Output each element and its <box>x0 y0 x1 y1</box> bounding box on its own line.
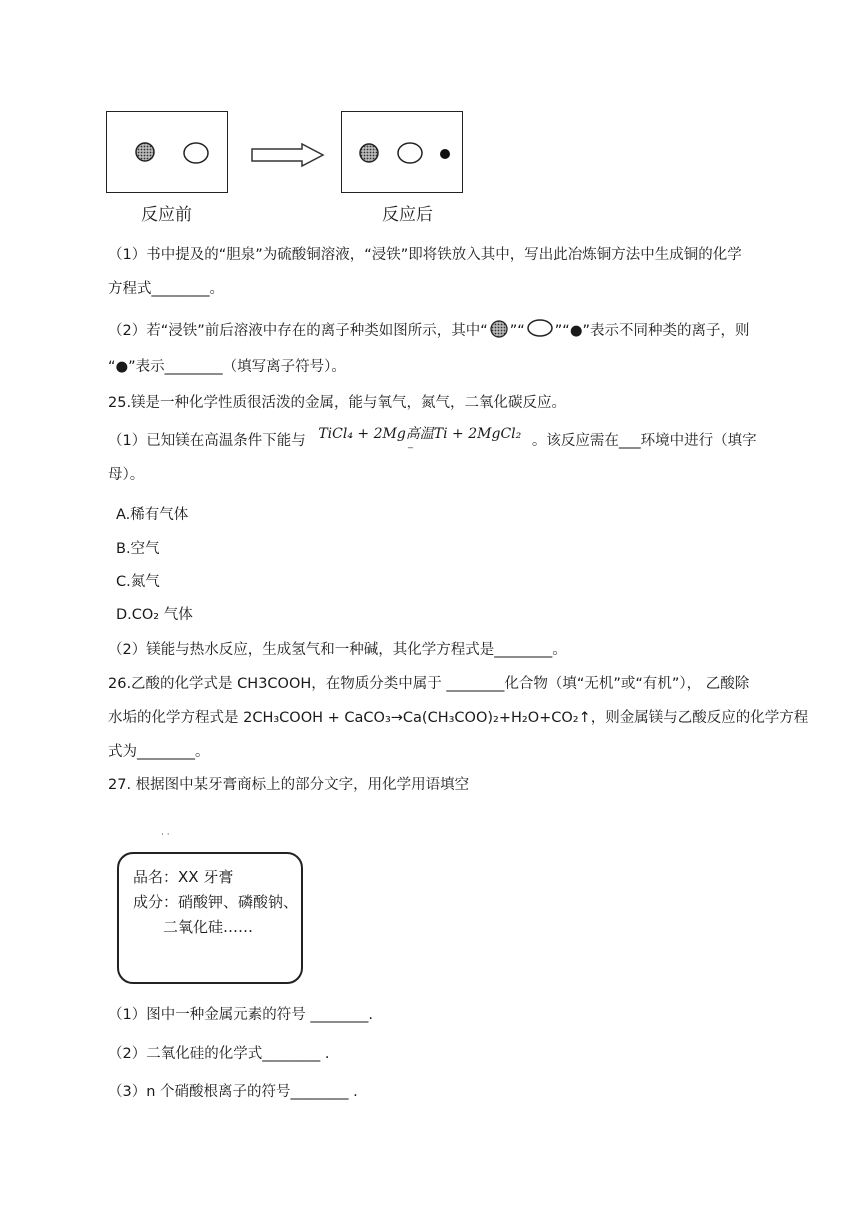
q25-part2: （2）镁能与热水反应，生成氢气和一种碱，其化学方程式是________。 <box>108 642 567 658</box>
q25-equation: TiCl₄ + 2Mg高温Ti + 2MgCl₂ <box>318 426 522 442</box>
caption-after: 反应后 <box>382 205 433 225</box>
q25-option-c: C.氮气 <box>116 574 160 590</box>
q25-part1-line2: 母）。 <box>108 467 145 483</box>
q25-part1-text-b: 。该反应需在___环境中进行（填字 <box>531 433 757 449</box>
q24-part2-text-b: ”“ <box>509 323 525 339</box>
q25-equation-mark: ‾ <box>408 447 413 458</box>
q25-option-b: B.空气 <box>116 541 160 557</box>
q24-part2-line1 <box>108 318 749 341</box>
q27-stem: 27. 根据图中某牙膏商标上的部分文字，用化学用语填空 <box>108 777 470 793</box>
toothpaste-label-card <box>117 852 303 984</box>
before-ions-icon <box>107 112 227 192</box>
after-ions-icon <box>342 112 462 192</box>
card-line-name: 品名：XX 牙膏 <box>133 868 234 886</box>
q24-part2-text-a: （2）若“浸铁”前后溶液中存在的离子种类如图所示，其中“ <box>108 323 488 339</box>
q25-option-a: A.稀有气体 <box>116 507 189 523</box>
caption-before: 反应前 <box>141 205 192 225</box>
after-reaction-box <box>341 111 463 193</box>
q27-sub1: （1）图中一种金属元素的符号 ________. <box>108 1007 373 1023</box>
q26-line3: 式为________。 <box>108 744 210 760</box>
q25-part1-line1 <box>108 426 757 451</box>
q24-part1-line1: （1）书中提及的“胆泉”为硫酸铜溶液，“浸铁”即将铁放入其中，写出此冶炼铜方法中生成铜的化学 <box>108 247 742 263</box>
reaction-arrow-icon <box>250 142 326 168</box>
hatched-ion-icon <box>488 320 510 338</box>
q25-part1-text-a: （1）已知镁在高温条件下能与 <box>108 433 306 449</box>
q25-option-d: D.CO₂ 气体 <box>116 607 193 623</box>
q27-sub2: （2）二氧化硅的化学式________ . <box>108 1046 330 1062</box>
q26-line1: 26.乙酸的化学式是 CH3COOH，在物质分类中属于 ________化合物（填“无机”或“有机”）， 乙酸除 <box>108 676 750 692</box>
q24-part2-line2: “●”表示________（填写离子符号）。 <box>108 359 346 375</box>
card-line-ingredients-cont: 二氧化硅…… <box>163 918 254 936</box>
q25-stem: 25.镁是一种化学性质很活泼的金属，能与氧气，氮气，二氧化碳反应。 <box>108 395 567 411</box>
q27-dots: · · <box>161 830 170 840</box>
q26-line2: 水垢的化学方程式是 2CH₃COOH + CaCO₃→Ca(CH₃COO)₂+H₂O+CO₂↑，则金属镁与乙酸反应的化学方程 <box>108 710 809 726</box>
q27-sub3: （3）n 个硝酸根离子的符号________ . <box>108 1084 358 1100</box>
before-reaction-box <box>106 111 228 193</box>
q24-part2-text-c: ”“●”表示不同种类的离子，则 <box>554 323 750 339</box>
card-line-ingredients: 成分：硝酸钾、磷酸钠、 <box>133 893 299 911</box>
q24-part1-line2: 方程式________。 <box>108 281 224 297</box>
hollow-ion-icon <box>525 318 555 338</box>
